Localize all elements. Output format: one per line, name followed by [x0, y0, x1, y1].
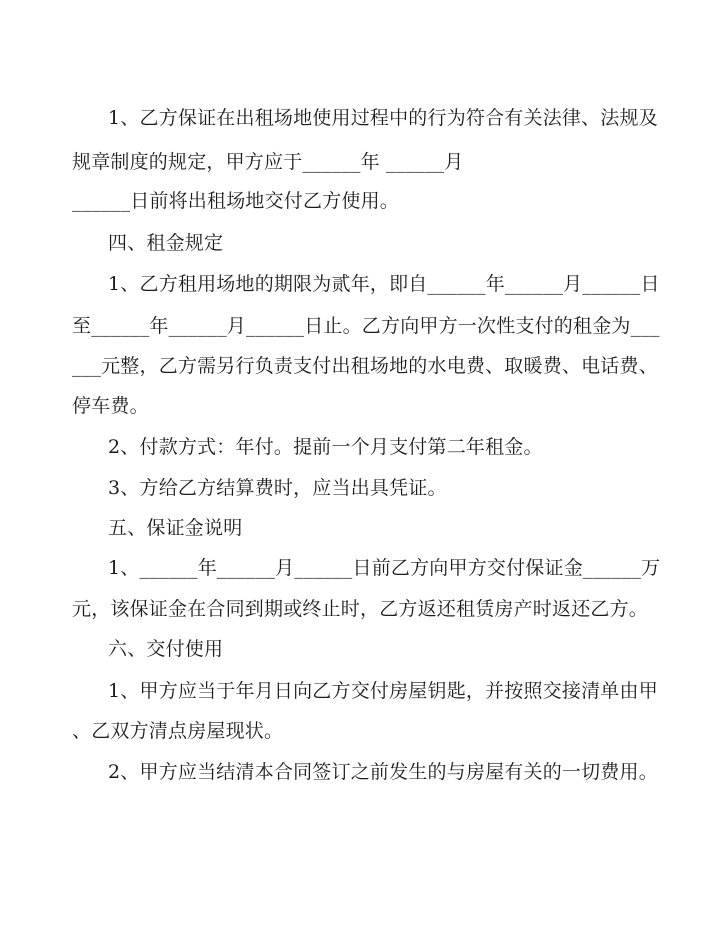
- rent-clause-1-line-1: 1、乙方租用场地的期限为贰年，即自______年______月______日: [108, 273, 660, 295]
- deposit-clause-1-line-1: 1、______年______月______日前乙方向甲方交付保证金______万: [108, 557, 661, 579]
- clause-4-1-line-1: 1、乙方保证在出租场地使用过程中的行为符合有关法律、法规及: [108, 107, 658, 129]
- rent-clause-1-line-3: ___元整，乙方需另行负责支付出租场地的水电费、取暖费、电话费、: [72, 355, 658, 377]
- deposit-clause-1-line-2: 元，该保证金在合同到期或终止时，乙方返还租赁房产时返还乙方。: [72, 598, 649, 620]
- rent-clause-1-line-2: 至______年______月______日止。乙方向甲方一次性支付的租金为___: [72, 315, 660, 337]
- section-heading-rent: 四、租金规定: [108, 232, 224, 254]
- rent-clause-2: 2、付款方式：年付。提前一个月支付第二年租金。: [108, 436, 543, 458]
- section-heading-delivery: 六、交付使用: [108, 638, 224, 660]
- delivery-clause-1-line-1: 1、甲方应当于年月日向乙方交付房屋钥匙，并按照交接清单由甲: [108, 680, 658, 702]
- delivery-clause-2: 2、甲方应当结清本合同签订之前发生的与房屋有关的一切费用。: [108, 761, 658, 783]
- rent-clause-3: 3、方给乙方结算费时，应当出具凭证。: [108, 477, 447, 499]
- clause-4-1-line-2: 规章制度的规定，甲方应于______年 ______月: [72, 151, 464, 173]
- rent-clause-1-line-4: 停车费。: [72, 395, 149, 417]
- clause-4-1-line-3: ______日前将出租场地交付乙方使用。: [72, 190, 400, 212]
- section-heading-deposit: 五、保证金说明: [108, 517, 243, 539]
- delivery-clause-1-line-2: 、乙双方清点房屋现状。: [72, 720, 284, 742]
